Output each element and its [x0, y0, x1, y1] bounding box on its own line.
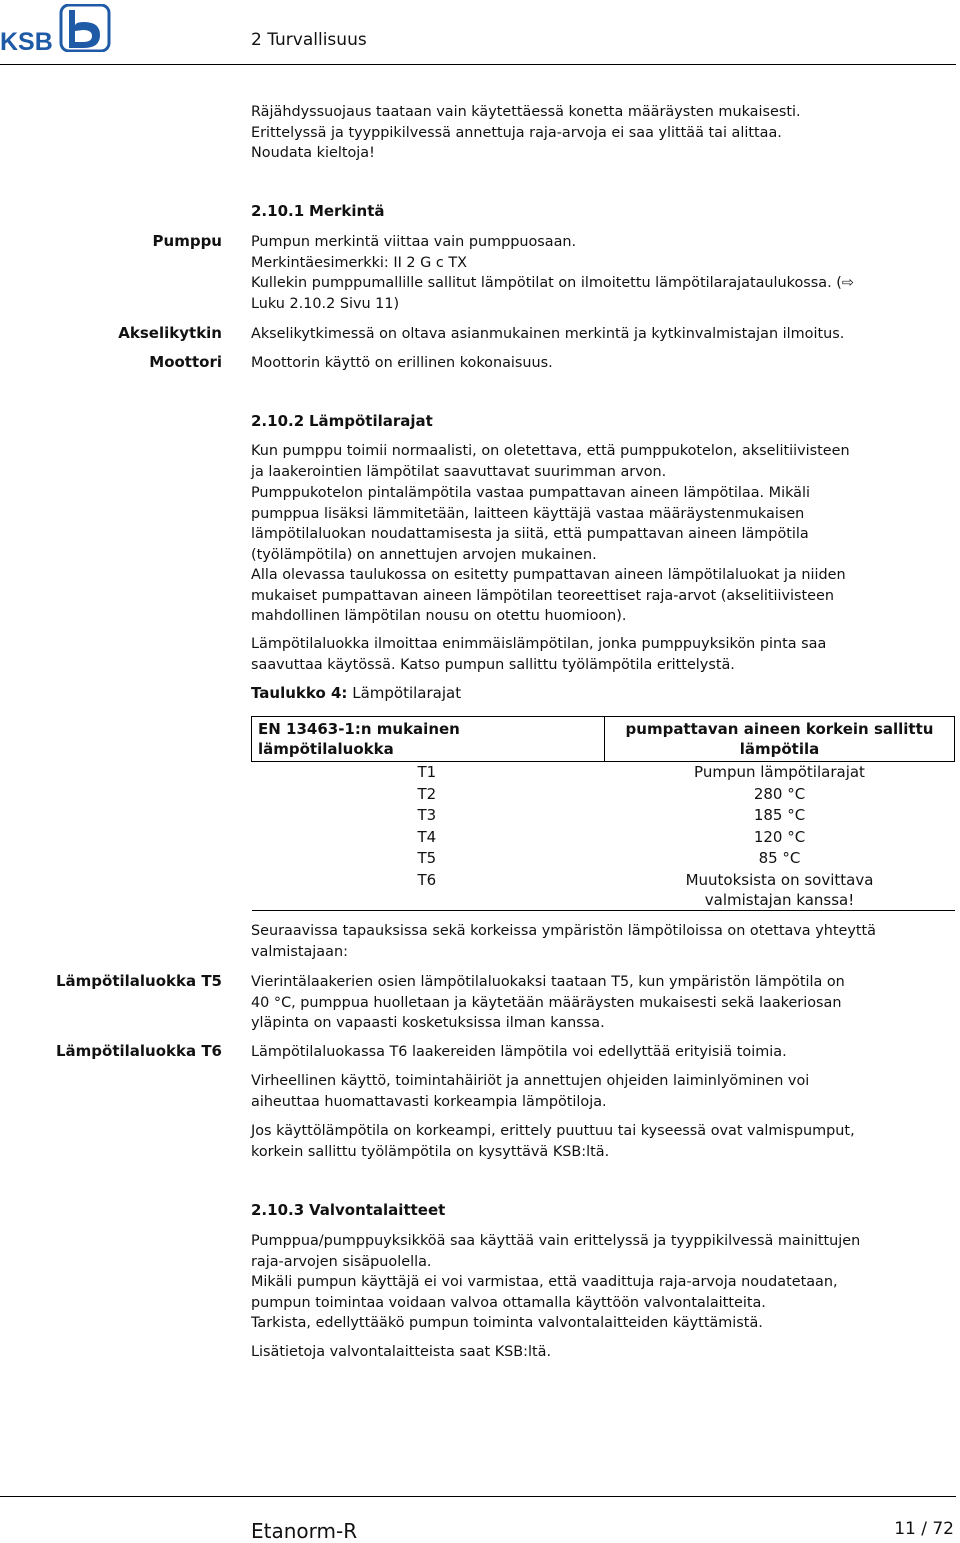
side-label-pump: Pumppu [152, 232, 222, 250]
temperature-paragraph-3: Alla olevassa taulukossa on esitetty pumpattavan aineen lämpötilaluokat ja niiden mukaiset pumpattavan aineen lämpötilan teoreettiset raja-arvot (akselitiivisteen mahdollinen lämpötilan nousu on otettu huomioon). [251, 567, 846, 625]
t5-paragraph: Vierintälaakerien osien lämpötilaluokaksi taataan T5, kun ympäristön lämpötila on 40 °C, pumppua huolletaan ja käytetään määräysten mukaisesti sekä laakeriosan yläpinta on vapaasti kosketuksissa ilman kanssa. [251, 974, 845, 1032]
table-row: T4 120 °C [417, 827, 806, 846]
section-heading-2-10-3: 2.10.3 Valvontalaitteet [251, 1201, 446, 1219]
table-header-class: EN 13463-1:n mukainen lämpötilaluokka [252, 717, 605, 762]
section-heading-2-10-1: 2.10.1 Merkintä [251, 202, 385, 220]
temperature-paragraph-2: Pumppukotelon pintalämpötila vastaa pumpattavan aineen lämpötilaa. Mikäli pumppua lisäksi lämmitetään, laitteen käyttäjä vastaa määräystenmukaisen lämpötilaluokan noudattamisesta ja siitä, että pumpattavan aineen lämpötila (työlämpötila) on annettujen arvojen mukainen. [251, 485, 810, 563]
cross-reference-arrow-icon: ⇨ [841, 275, 854, 292]
monitoring-paragraph-4: Lisätietoja valvontalaitteista saat KSB:ltä. [251, 1344, 552, 1360]
table-caption: Taulukko 4: Lämpötilarajat [251, 684, 462, 702]
table-row: T1 Pumpun lämpötilarajat [417, 763, 865, 781]
table-row: T6 Muutoksista on sovittava valmistajan kanssa! [417, 870, 874, 909]
side-label-coupling: Akselikytkin [118, 324, 222, 342]
side-label-t6: Lämpötilaluokka T6 [55, 1042, 222, 1060]
cross-reference-link[interactable]: Luku 2.10.2 Sivu 11) [251, 295, 400, 312]
pump-paragraph: Pumpun merkintä viittaa vain pumppuosaan. Merkintäesimerkki: II 2 G c TX Kullekin pumppumallille sallitut lämpötilat on ilmoitettu lämpötilarajataulukossa. (⇨ Luku 2.10.2 Sivu 11) [251, 232, 951, 314]
section-heading-2-10-2: 2.10.2 Lämpötilarajat [251, 412, 433, 430]
table-row: T5 85 °C [417, 849, 801, 867]
ksb-logo [0, 4, 116, 52]
temperature-class-table [251, 716, 955, 911]
temperature-paragraph-1: Kun pumppu toimii normaalisti, on oletettava, että pumppukotelon, akselitiivisteen ja laakerointien lämpötilat saavuttavat suurimman arvon. [251, 443, 850, 480]
chapter-title: 2 Turvallisuus [251, 30, 367, 50]
coupling-paragraph: Akselikytkimessä on oltava asianmukainen merkintä ja kytkinvalmistajan ilmoitus. [251, 326, 845, 342]
footer-page-number: 11 / 72 [894, 1519, 954, 1539]
t6-paragraph: Lämpötilaluokassa T6 laakereiden lämpötila voi edellyttää erityisiä toimia. [251, 1044, 787, 1060]
higher-temperature-paragraph: Jos käyttölämpötila on korkeampi, erittely puuttuu tai kyseessä ovat valmispumput, korkein sallittu työlämpötila on kysyttävä KSB:ltä. [251, 1123, 855, 1160]
side-label-motor: Moottori [149, 353, 222, 371]
monitoring-paragraph-1: Pumppua/pumppuyksikköä saa käyttää vain erittelyssä ja tyyppikilvessä mainittujen raja-arvojen sisäpuolella. [251, 1233, 861, 1270]
motor-paragraph: Moottorin käyttö on erillinen kokonaisuus. [251, 355, 553, 371]
table-row: T3 185 °C [417, 806, 806, 824]
header-divider [0, 64, 956, 65]
temperature-paragraph-4: Lämpötilaluokka ilmoittaa enimmäislämpötilan, jonka pumppuyksikön pinta saa saavuttaa käytössä. Katso pumpun sallittu työlämpötila erittelystä. [251, 636, 827, 673]
footer-divider [0, 1496, 956, 1497]
table-header-row [252, 717, 955, 762]
contact-manufacturer-paragraph: Seuraavissa tapauksissa sekä korkeissa ympäristön lämpötiloissa on otettava yhteyttä valmistajaan: [251, 923, 876, 960]
monitoring-paragraph-2: Mikäli pumpun käyttäjä ei voi varmistaa, että vaadittuja raja-arvoja noudatetaan, pumpun toimintaa voidaan valvoa ottamalla käyttöön valvontalaitteita. [251, 1274, 838, 1311]
intro-paragraph: Räjähdyssuojaus taataan vain käytettäessä konetta määräysten mukaisesti. Erittelyssä ja tyyppikilvessä annettuja raja-arvoja ei saa ylittää tai alittaa. Noudata kieltoja! [251, 104, 801, 162]
misuse-paragraph: Virheellinen käyttö, toimintahäiriöt ja annettujen ohjeiden laiminlyöminen voi aiheuttaa huomattavasti korkeampia lämpötiloja. [251, 1073, 810, 1110]
monitoring-paragraph-3: Tarkista, edellyttääkö pumpun toiminta valvontalaitteiden käyttämistä. [251, 1315, 763, 1331]
table-header-max-temp: pumpattavan aineen korkein sallittu lämpötila [605, 717, 955, 762]
logo-text: KSB [0, 28, 53, 52]
footer-product-name: Etanorm-R [251, 1519, 358, 1543]
table-row: T2 280 °C [417, 784, 806, 803]
side-label-t5: Lämpötilaluokka T5 [55, 972, 222, 990]
